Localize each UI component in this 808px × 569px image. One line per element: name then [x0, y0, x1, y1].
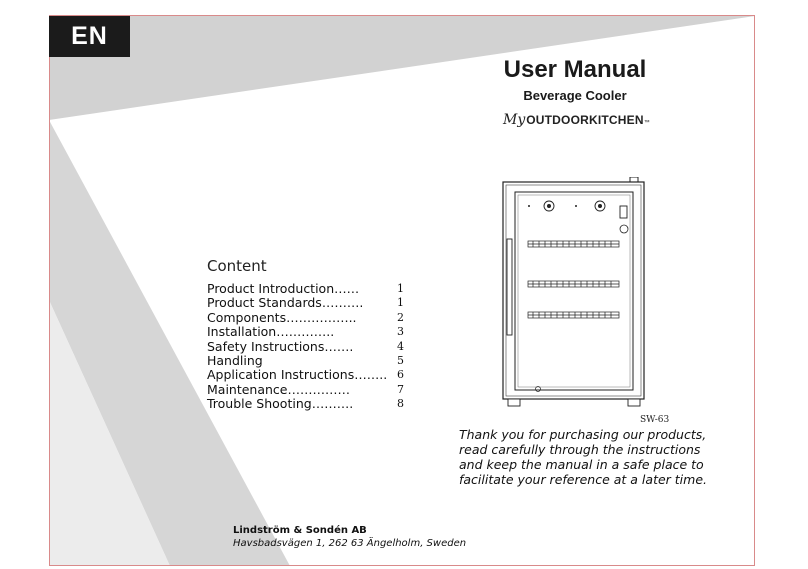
toc-item-page: 4 [397, 339, 404, 353]
beverage-cooler-illustration [500, 177, 650, 411]
toc-heading: Content [207, 257, 267, 275]
toc-item [207, 340, 407, 354]
toc-item-page: 1 [397, 282, 404, 295]
brand-logo-text: OUTDOORKITCHEN [526, 113, 644, 127]
toc-item [207, 282, 407, 296]
toc-item-label: Maintenance…………… [207, 381, 350, 397]
toc-item-page: 1 [397, 296, 404, 310]
toc-item-page: 8 [397, 397, 404, 411]
language-badge: EN [49, 16, 130, 57]
toc-item-label: Components…………….. [207, 309, 357, 325]
page-subtitle: Beverage Cooler [523, 88, 627, 103]
toc-item-page: 3 [397, 325, 404, 339]
company-address: Havsbadsvägen 1, 262 63 Ängelholm, Sweden [233, 538, 467, 549]
toc-item [207, 296, 407, 310]
brand-logo [503, 112, 650, 132]
brand-logo-tm: ™ [643, 120, 650, 126]
toc-item [207, 397, 407, 411]
page-title: User Manual [503, 56, 647, 83]
model-number: SW-63 [640, 415, 670, 425]
toc-item-label: Product Standards………. [207, 295, 364, 311]
toc-item-label: Application Instructions…….. [207, 367, 388, 383]
toc-item-label: Installation………….. [207, 324, 335, 340]
toc-item [207, 383, 407, 397]
toc-item-page: 6 [397, 368, 404, 382]
toc-item [207, 354, 407, 368]
company-name: Lindström & Sondén AB [233, 525, 367, 536]
toc-item-page: 2 [397, 310, 404, 324]
toc-item-page: 7 [397, 382, 404, 396]
toc-item [207, 311, 407, 325]
toc-item-label: Safety Instructions……. [207, 338, 354, 354]
toc-item-label: Handling [207, 352, 263, 368]
toc-item [207, 368, 407, 382]
brand-logo-script: My [503, 112, 526, 128]
toc-item-page: 5 [397, 353, 404, 367]
table-of-contents [207, 282, 407, 412]
toc-item [207, 325, 407, 339]
toc-item-label: Trouble Shooting………. [207, 396, 354, 412]
toc-item-label: Product Introduction…… [207, 281, 360, 296]
intro-paragraph: Thank you for purchasing our products, read carefully through the instructions and keep the manual in a safe place to facilitate your reference at a later time. [459, 427, 707, 487]
